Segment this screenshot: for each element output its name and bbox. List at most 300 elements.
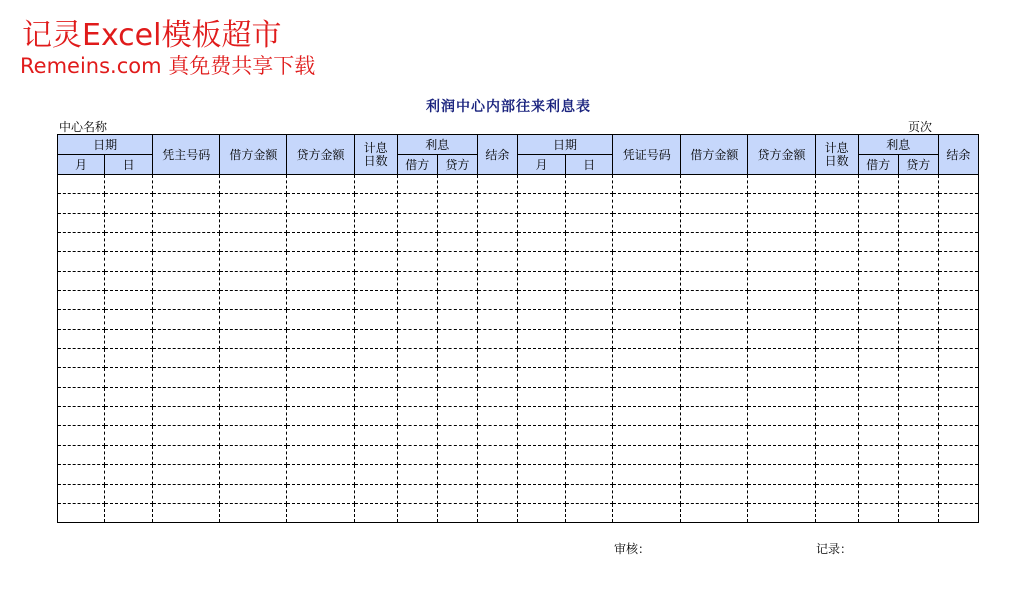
table-cell[interactable]: [898, 445, 938, 464]
table-cell[interactable]: [105, 484, 153, 503]
table-cell[interactable]: [815, 349, 858, 368]
table-cell[interactable]: [681, 310, 748, 329]
table-cell[interactable]: [287, 233, 354, 252]
table-cell[interactable]: [287, 252, 354, 271]
table-cell[interactable]: [58, 291, 105, 310]
table-cell[interactable]: [815, 310, 858, 329]
table-cell[interactable]: [517, 407, 565, 426]
table-cell[interactable]: [105, 194, 153, 213]
table-cell[interactable]: [748, 465, 815, 484]
table-cell[interactable]: [858, 233, 898, 252]
table-cell[interactable]: [354, 368, 397, 387]
table-cell[interactable]: [748, 252, 815, 271]
table-cell[interactable]: [220, 465, 287, 484]
table-cell[interactable]: [287, 291, 354, 310]
table-cell[interactable]: [397, 349, 437, 368]
table-cell[interactable]: [748, 484, 815, 503]
table-cell[interactable]: [153, 213, 220, 232]
table-cell[interactable]: [517, 368, 565, 387]
table-cell[interactable]: [938, 233, 978, 252]
table-cell[interactable]: [220, 503, 287, 522]
table-cell[interactable]: [898, 387, 938, 406]
table-cell[interactable]: [517, 213, 565, 232]
table-cell[interactable]: [287, 310, 354, 329]
table-cell[interactable]: [748, 233, 815, 252]
table-cell[interactable]: [58, 329, 105, 348]
table-cell[interactable]: [397, 368, 437, 387]
table-cell[interactable]: [566, 503, 613, 522]
table-cell[interactable]: [898, 503, 938, 522]
table-cell[interactable]: [354, 387, 397, 406]
table-cell[interactable]: [437, 271, 477, 290]
table-cell[interactable]: [613, 503, 681, 522]
table-cell[interactable]: [397, 213, 437, 232]
table-cell[interactable]: [613, 445, 681, 464]
table-cell[interactable]: [477, 213, 517, 232]
table-cell[interactable]: [748, 175, 815, 194]
table-cell[interactable]: [566, 252, 613, 271]
table-cell[interactable]: [153, 484, 220, 503]
table-cell[interactable]: [566, 291, 613, 310]
table-cell[interactable]: [397, 291, 437, 310]
table-cell[interactable]: [815, 503, 858, 522]
table-cell[interactable]: [354, 484, 397, 503]
table-cell[interactable]: [566, 194, 613, 213]
table-cell[interactable]: [938, 271, 978, 290]
table-cell[interactable]: [153, 194, 220, 213]
table-cell[interactable]: [220, 252, 287, 271]
table-cell[interactable]: [220, 310, 287, 329]
table-cell[interactable]: [898, 349, 938, 368]
table-cell[interactable]: [58, 252, 105, 271]
table-cell[interactable]: [58, 368, 105, 387]
table-cell[interactable]: [153, 503, 220, 522]
table-cell[interactable]: [613, 213, 681, 232]
table-cell[interactable]: [858, 213, 898, 232]
table-cell[interactable]: [437, 310, 477, 329]
table-cell[interactable]: [477, 233, 517, 252]
table-cell[interactable]: [613, 329, 681, 348]
table-cell[interactable]: [858, 329, 898, 348]
table-cell[interactable]: [58, 213, 105, 232]
table-cell[interactable]: [815, 445, 858, 464]
table-cell[interactable]: [105, 387, 153, 406]
table-cell[interactable]: [220, 426, 287, 445]
table-cell[interactable]: [477, 349, 517, 368]
table-cell[interactable]: [748, 368, 815, 387]
table-cell[interactable]: [354, 213, 397, 232]
table-cell[interactable]: [287, 484, 354, 503]
table-cell[interactable]: [815, 291, 858, 310]
table-cell[interactable]: [815, 329, 858, 348]
table-cell[interactable]: [287, 426, 354, 445]
table-cell[interactable]: [681, 329, 748, 348]
table-cell[interactable]: [477, 252, 517, 271]
table-cell[interactable]: [354, 233, 397, 252]
table-cell[interactable]: [815, 233, 858, 252]
table-cell[interactable]: [858, 194, 898, 213]
table-cell[interactable]: [815, 368, 858, 387]
table-cell[interactable]: [58, 445, 105, 464]
table-cell[interactable]: [105, 349, 153, 368]
table-cell[interactable]: [613, 349, 681, 368]
table-cell[interactable]: [437, 194, 477, 213]
table-cell[interactable]: [858, 407, 898, 426]
table-cell[interactable]: [938, 387, 978, 406]
table-cell[interactable]: [681, 426, 748, 445]
table-cell[interactable]: [858, 368, 898, 387]
table-cell[interactable]: [437, 233, 477, 252]
table-cell[interactable]: [105, 233, 153, 252]
table-cell[interactable]: [517, 291, 565, 310]
table-cell[interactable]: [437, 175, 477, 194]
table-cell[interactable]: [858, 465, 898, 484]
table-cell[interactable]: [748, 426, 815, 445]
table-cell[interactable]: [938, 329, 978, 348]
table-cell[interactable]: [397, 484, 437, 503]
table-cell[interactable]: [566, 465, 613, 484]
table-cell[interactable]: [287, 175, 354, 194]
table-cell[interactable]: [681, 291, 748, 310]
table-cell[interactable]: [105, 310, 153, 329]
table-cell[interactable]: [938, 291, 978, 310]
table-cell[interactable]: [517, 465, 565, 484]
table-cell[interactable]: [220, 233, 287, 252]
table-cell[interactable]: [566, 426, 613, 445]
table-cell[interactable]: [58, 426, 105, 445]
table-cell[interactable]: [681, 407, 748, 426]
table-cell[interactable]: [898, 252, 938, 271]
table-cell[interactable]: [354, 407, 397, 426]
table-cell[interactable]: [354, 465, 397, 484]
table-cell[interactable]: [354, 271, 397, 290]
table-cell[interactable]: [517, 233, 565, 252]
table-cell[interactable]: [898, 175, 938, 194]
table-cell[interactable]: [287, 445, 354, 464]
table-cell[interactable]: [220, 387, 287, 406]
table-cell[interactable]: [58, 349, 105, 368]
table-cell[interactable]: [898, 291, 938, 310]
table-cell[interactable]: [858, 175, 898, 194]
table-cell[interactable]: [354, 329, 397, 348]
table-cell[interactable]: [437, 465, 477, 484]
table-cell[interactable]: [354, 349, 397, 368]
table-cell[interactable]: [58, 387, 105, 406]
table-cell[interactable]: [566, 445, 613, 464]
table-cell[interactable]: [517, 329, 565, 348]
table-cell[interactable]: [858, 445, 898, 464]
table-cell[interactable]: [437, 445, 477, 464]
table-cell[interactable]: [681, 213, 748, 232]
table-cell[interactable]: [681, 252, 748, 271]
table-cell[interactable]: [397, 310, 437, 329]
table-cell[interactable]: [437, 484, 477, 503]
table-cell[interactable]: [153, 233, 220, 252]
table-cell[interactable]: [938, 194, 978, 213]
table-cell[interactable]: [566, 310, 613, 329]
table-cell[interactable]: [681, 387, 748, 406]
table-cell[interactable]: [938, 465, 978, 484]
table-cell[interactable]: [858, 252, 898, 271]
table-cell[interactable]: [105, 329, 153, 348]
table-cell[interactable]: [287, 349, 354, 368]
table-cell[interactable]: [748, 329, 815, 348]
table-cell[interactable]: [613, 426, 681, 445]
table-cell[interactable]: [153, 387, 220, 406]
table-cell[interactable]: [220, 271, 287, 290]
table-cell[interactable]: [517, 310, 565, 329]
table-cell[interactable]: [858, 426, 898, 445]
table-cell[interactable]: [815, 387, 858, 406]
table-cell[interactable]: [748, 445, 815, 464]
table-cell[interactable]: [477, 407, 517, 426]
table-cell[interactable]: [437, 213, 477, 232]
table-cell[interactable]: [287, 194, 354, 213]
table-cell[interactable]: [815, 407, 858, 426]
table-cell[interactable]: [748, 213, 815, 232]
table-cell[interactable]: [477, 426, 517, 445]
table-cell[interactable]: [613, 291, 681, 310]
table-cell[interactable]: [220, 368, 287, 387]
table-cell[interactable]: [681, 271, 748, 290]
table-cell[interactable]: [437, 252, 477, 271]
table-cell[interactable]: [858, 503, 898, 522]
table-cell[interactable]: [815, 426, 858, 445]
table-cell[interactable]: [613, 175, 681, 194]
table-cell[interactable]: [517, 426, 565, 445]
table-cell[interactable]: [220, 291, 287, 310]
table-cell[interactable]: [58, 465, 105, 484]
table-cell[interactable]: [566, 387, 613, 406]
table-cell[interactable]: [105, 252, 153, 271]
table-cell[interactable]: [748, 407, 815, 426]
table-cell[interactable]: [748, 503, 815, 522]
table-cell[interactable]: [220, 213, 287, 232]
table-cell[interactable]: [613, 368, 681, 387]
table-cell[interactable]: [153, 426, 220, 445]
table-cell[interactable]: [477, 445, 517, 464]
table-cell[interactable]: [517, 349, 565, 368]
table-cell[interactable]: [898, 426, 938, 445]
table-cell[interactable]: [898, 465, 938, 484]
table-cell[interactable]: [477, 291, 517, 310]
table-cell[interactable]: [938, 310, 978, 329]
table-cell[interactable]: [354, 426, 397, 445]
table-cell[interactable]: [220, 329, 287, 348]
table-cell[interactable]: [815, 213, 858, 232]
table-cell[interactable]: [566, 349, 613, 368]
table-cell[interactable]: [477, 194, 517, 213]
table-cell[interactable]: [858, 387, 898, 406]
table-cell[interactable]: [220, 349, 287, 368]
table-cell[interactable]: [354, 175, 397, 194]
table-cell[interactable]: [287, 407, 354, 426]
table-cell[interactable]: [105, 291, 153, 310]
table-cell[interactable]: [354, 291, 397, 310]
table-cell[interactable]: [287, 368, 354, 387]
table-cell[interactable]: [397, 271, 437, 290]
table-cell[interactable]: [566, 175, 613, 194]
table-cell[interactable]: [898, 271, 938, 290]
table-cell[interactable]: [517, 271, 565, 290]
table-cell[interactable]: [397, 407, 437, 426]
table-cell[interactable]: [517, 484, 565, 503]
table-cell[interactable]: [681, 194, 748, 213]
table-cell[interactable]: [153, 310, 220, 329]
table-cell[interactable]: [613, 271, 681, 290]
table-cell[interactable]: [105, 213, 153, 232]
table-cell[interactable]: [287, 213, 354, 232]
table-cell[interactable]: [105, 503, 153, 522]
table-cell[interactable]: [858, 291, 898, 310]
table-cell[interactable]: [397, 194, 437, 213]
table-cell[interactable]: [397, 465, 437, 484]
table-cell[interactable]: [938, 213, 978, 232]
table-cell[interactable]: [858, 271, 898, 290]
table-cell[interactable]: [938, 484, 978, 503]
table-cell[interactable]: [566, 213, 613, 232]
table-cell[interactable]: [220, 484, 287, 503]
table-cell[interactable]: [681, 233, 748, 252]
table-cell[interactable]: [477, 329, 517, 348]
table-cell[interactable]: [938, 368, 978, 387]
table-cell[interactable]: [220, 407, 287, 426]
table-cell[interactable]: [437, 368, 477, 387]
table-cell[interactable]: [938, 407, 978, 426]
table-cell[interactable]: [105, 407, 153, 426]
table-cell[interactable]: [354, 194, 397, 213]
table-cell[interactable]: [566, 407, 613, 426]
table-cell[interactable]: [517, 175, 565, 194]
table-cell[interactable]: [58, 194, 105, 213]
table-cell[interactable]: [287, 387, 354, 406]
table-cell[interactable]: [938, 445, 978, 464]
table-cell[interactable]: [566, 329, 613, 348]
table-cell[interactable]: [681, 484, 748, 503]
table-cell[interactable]: [58, 233, 105, 252]
table-cell[interactable]: [105, 175, 153, 194]
table-cell[interactable]: [477, 484, 517, 503]
table-cell[interactable]: [681, 503, 748, 522]
table-cell[interactable]: [397, 252, 437, 271]
table-cell[interactable]: [748, 271, 815, 290]
table-cell[interactable]: [354, 445, 397, 464]
table-cell[interactable]: [437, 426, 477, 445]
table-cell[interactable]: [566, 368, 613, 387]
table-cell[interactable]: [681, 349, 748, 368]
table-cell[interactable]: [517, 387, 565, 406]
table-cell[interactable]: [815, 484, 858, 503]
table-cell[interactable]: [938, 426, 978, 445]
table-cell[interactable]: [477, 503, 517, 522]
table-cell[interactable]: [517, 194, 565, 213]
table-cell[interactable]: [397, 233, 437, 252]
table-cell[interactable]: [748, 194, 815, 213]
table-cell[interactable]: [397, 426, 437, 445]
table-cell[interactable]: [898, 233, 938, 252]
table-cell[interactable]: [477, 465, 517, 484]
table-cell[interactable]: [898, 194, 938, 213]
table-cell[interactable]: [566, 233, 613, 252]
table-cell[interactable]: [437, 387, 477, 406]
table-cell[interactable]: [397, 445, 437, 464]
table-cell[interactable]: [938, 252, 978, 271]
table-cell[interactable]: [613, 233, 681, 252]
table-cell[interactable]: [287, 503, 354, 522]
table-cell[interactable]: [898, 484, 938, 503]
table-cell[interactable]: [153, 252, 220, 271]
table-cell[interactable]: [748, 387, 815, 406]
table-cell[interactable]: [153, 407, 220, 426]
table-cell[interactable]: [815, 194, 858, 213]
table-cell[interactable]: [566, 484, 613, 503]
table-cell[interactable]: [613, 387, 681, 406]
table-cell[interactable]: [613, 465, 681, 484]
table-cell[interactable]: [153, 445, 220, 464]
table-cell[interactable]: [437, 407, 477, 426]
table-cell[interactable]: [153, 271, 220, 290]
table-cell[interactable]: [613, 484, 681, 503]
table-cell[interactable]: [437, 503, 477, 522]
table-cell[interactable]: [613, 194, 681, 213]
table-cell[interactable]: [105, 271, 153, 290]
table-cell[interactable]: [477, 271, 517, 290]
table-cell[interactable]: [613, 310, 681, 329]
table-cell[interactable]: [58, 503, 105, 522]
table-cell[interactable]: [898, 213, 938, 232]
table-cell[interactable]: [153, 329, 220, 348]
table-cell[interactable]: [287, 329, 354, 348]
table-cell[interactable]: [613, 407, 681, 426]
table-cell[interactable]: [153, 291, 220, 310]
table-cell[interactable]: [153, 349, 220, 368]
table-cell[interactable]: [898, 407, 938, 426]
table-cell[interactable]: [437, 291, 477, 310]
table-cell[interactable]: [898, 310, 938, 329]
table-cell[interactable]: [105, 465, 153, 484]
table-cell[interactable]: [220, 175, 287, 194]
table-cell[interactable]: [938, 503, 978, 522]
table-cell[interactable]: [517, 252, 565, 271]
table-cell[interactable]: [437, 329, 477, 348]
table-cell[interactable]: [477, 310, 517, 329]
table-cell[interactable]: [397, 175, 437, 194]
table-cell[interactable]: [397, 329, 437, 348]
table-cell[interactable]: [681, 368, 748, 387]
table-cell[interactable]: [220, 445, 287, 464]
table-cell[interactable]: [105, 368, 153, 387]
table-cell[interactable]: [938, 349, 978, 368]
table-cell[interactable]: [58, 271, 105, 290]
table-cell[interactable]: [58, 310, 105, 329]
table-cell[interactable]: [354, 310, 397, 329]
table-cell[interactable]: [858, 310, 898, 329]
table-cell[interactable]: [681, 445, 748, 464]
table-cell[interactable]: [397, 387, 437, 406]
table-cell[interactable]: [105, 445, 153, 464]
table-cell[interactable]: [517, 445, 565, 464]
table-cell[interactable]: [681, 465, 748, 484]
table-cell[interactable]: [153, 175, 220, 194]
table-cell[interactable]: [748, 349, 815, 368]
table-cell[interactable]: [287, 271, 354, 290]
table-cell[interactable]: [858, 349, 898, 368]
table-cell[interactable]: [397, 503, 437, 522]
table-cell[interactable]: [354, 252, 397, 271]
table-cell[interactable]: [613, 252, 681, 271]
table-cell[interactable]: [815, 252, 858, 271]
table-cell[interactable]: [748, 310, 815, 329]
